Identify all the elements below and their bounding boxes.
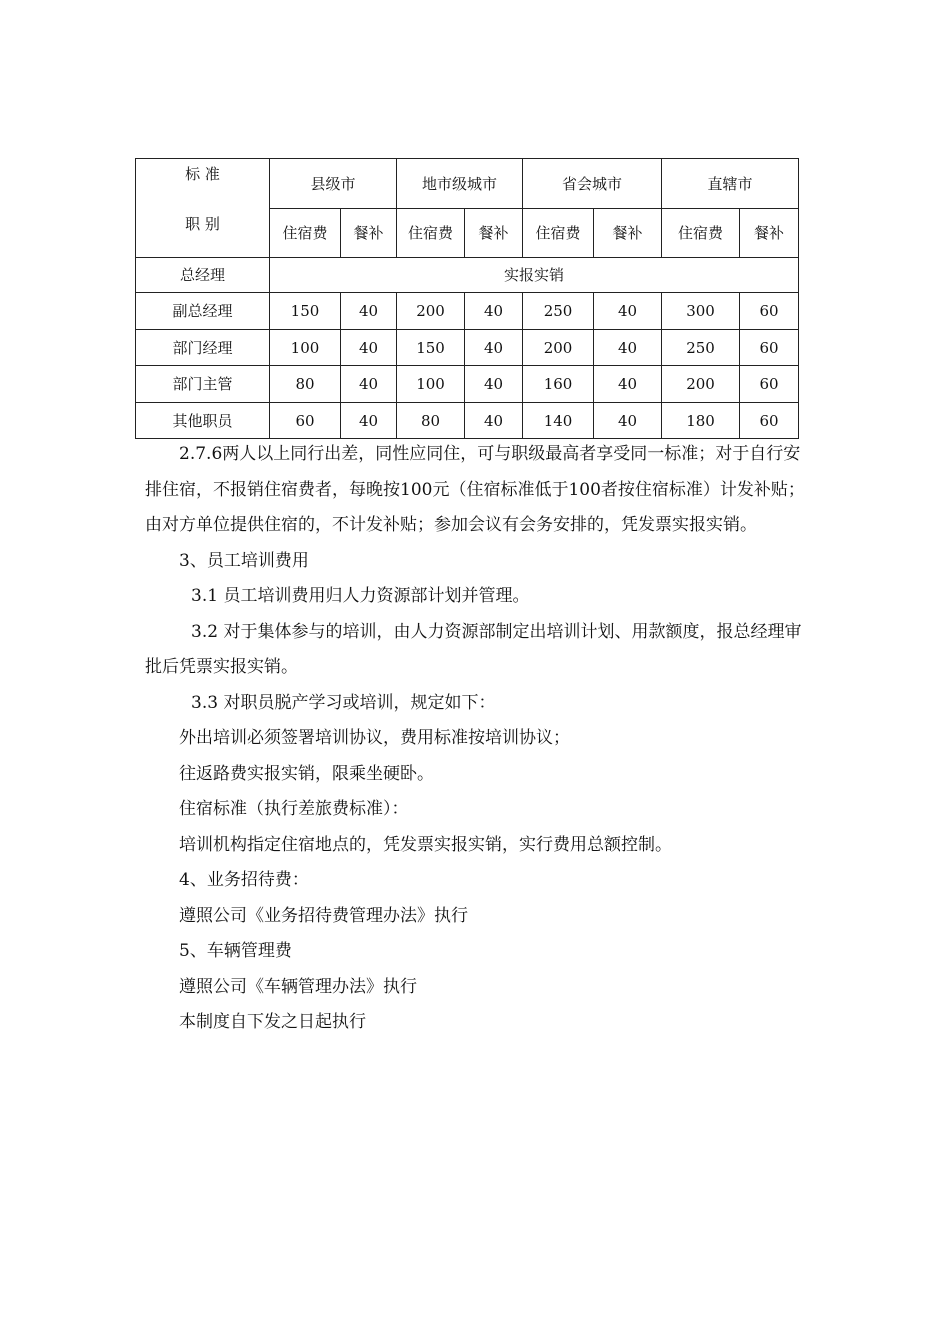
table-row: [136, 403, 799, 439]
paragraph-3-3: 3.3 对职员脱产学习或培训，规定如下：: [191, 692, 496, 713]
subheader-lodging: 住宿费: [270, 209, 341, 258]
table-cell: 40: [341, 366, 397, 403]
paragraph-3-2: 3.2 对于集体参与的培训，由人力资源部制定出培训计划、用款额度，报总经理审批后凭票实报实销。: [145, 621, 802, 677]
table-cell: 40: [465, 293, 523, 330]
table-cell: 80: [270, 366, 341, 403]
region-municipality: 直辖市: [662, 159, 799, 209]
table-cell: 140: [523, 403, 594, 439]
region-provincial-capital: 省会城市: [523, 159, 662, 209]
table-cell: 100: [270, 330, 341, 366]
subheader-meal: 餐补: [341, 209, 397, 258]
table-row: [136, 258, 799, 293]
table-cell: 80: [397, 403, 465, 439]
table-cell: 250: [523, 293, 594, 330]
subheader-meal: 餐补: [594, 209, 662, 258]
table-row: [136, 293, 799, 330]
table-cell: 60: [740, 403, 799, 439]
subheader-lodging: 住宿费: [397, 209, 465, 258]
table-cell: 100: [397, 366, 465, 403]
table-cell: 40: [465, 366, 523, 403]
paragraph-3-3-item: 住宿标准（执行差旅费标准）：: [179, 799, 409, 819]
table-cell: 40: [594, 293, 662, 330]
section-4-heading: 4、业务招待费：: [179, 870, 309, 890]
table-cell: 60: [740, 293, 799, 330]
travel-standard-table: [135, 158, 799, 439]
paragraph-5-body: 遵照公司《车辆管理办法》执行: [179, 976, 417, 997]
table-cell: 180: [662, 403, 740, 439]
subheader-meal: 餐补: [465, 209, 523, 258]
region-county-city: 县级市: [270, 159, 397, 209]
row-title: 其他职员: [136, 403, 270, 439]
region-prefecture-city: 地市级城市: [397, 159, 523, 209]
corner-label-standard: 标 准: [185, 165, 220, 183]
table-cell: 40: [465, 330, 523, 366]
table-cell: 40: [465, 403, 523, 439]
table-cell: 40: [594, 330, 662, 366]
closing-statement: 本制度自下发之日起执行: [179, 1012, 366, 1032]
table-cell: 40: [594, 366, 662, 403]
paragraph-3-3-item: 往返路费实报实销，限乘坐硬卧。: [179, 763, 434, 784]
paragraph-3-1: 3.1 员工培训费用归人力资源部计划并管理。: [191, 586, 530, 606]
paragraph-4-body: 遵照公司《业务招待费管理办法》执行: [179, 905, 468, 926]
paragraph-3-3-item: 培训机构指定住宿地点的，凭发票实报实销，实行费用总额控制。: [179, 834, 672, 855]
subheader-lodging: 住宿费: [523, 209, 594, 258]
table-cell: 150: [397, 330, 465, 366]
table-cell: 40: [594, 403, 662, 439]
table-cell: 60: [740, 366, 799, 403]
table-header-row: [136, 159, 799, 209]
paragraph-3-3-item: 外出培训必须签署培训协议，费用标准按培训协议；: [179, 728, 570, 748]
corner-label-rank: 职 别: [185, 215, 220, 233]
table-cell: 150: [270, 293, 341, 330]
reimbursement-note: 实报实销: [270, 258, 799, 293]
row-title: 副总经理: [136, 293, 270, 330]
section-5-heading: 5、车辆管理费: [179, 941, 292, 961]
row-title: 部门主管: [136, 366, 270, 403]
table-cell: 40: [341, 403, 397, 439]
section-3-heading: 3、员工培训费用: [179, 550, 309, 571]
subheader-meal: 餐补: [740, 209, 799, 258]
row-title: 总经理: [136, 258, 270, 293]
table-row: [136, 330, 799, 366]
table-cell: 200: [397, 293, 465, 330]
table-cell: 250: [662, 330, 740, 366]
table-cell: 200: [662, 366, 740, 403]
table-cell: 160: [523, 366, 594, 403]
table-cell: 60: [740, 330, 799, 366]
table-cell: 40: [341, 330, 397, 366]
table-row: [136, 366, 799, 403]
paragraph-2-7-6: 2.7.6两人以上同行出差，同性应同住，可与职级最高者享受同一标准；对于自行安排住宿，不报销住宿费者，每晚按100元（住宿标准低于100者按住宿标准）计发补贴；由对方单位提供住宿的，不计发补贴；参加会议有会务安排的，凭发票实报实销。: [145, 444, 805, 535]
table-cell: 200: [523, 330, 594, 366]
table-cell: 60: [270, 403, 341, 439]
table-corner-cell: [136, 159, 270, 258]
table-cell: 40: [341, 293, 397, 330]
table-cell: 300: [662, 293, 740, 330]
subheader-lodging: 住宿费: [662, 209, 740, 258]
document-body: [145, 437, 810, 1041]
row-title: 部门经理: [136, 330, 270, 366]
